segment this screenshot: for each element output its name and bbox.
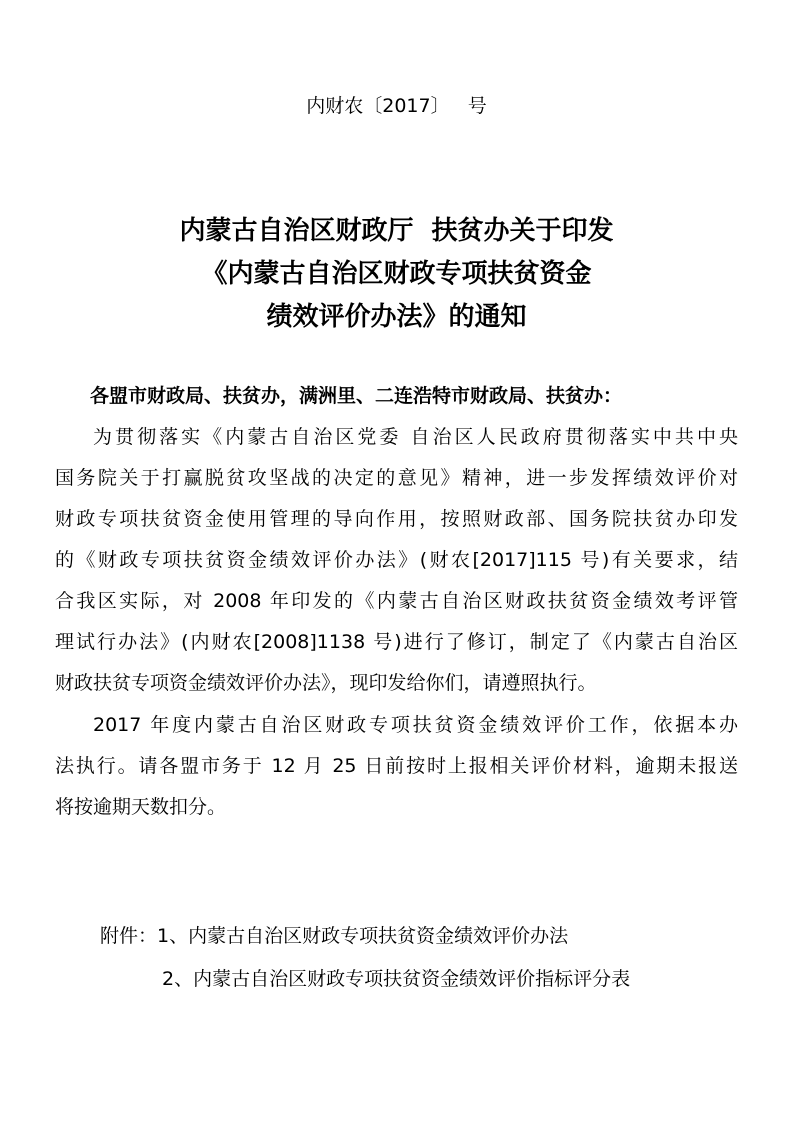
- document-number: 内财农〔2017〕 号: [306, 95, 487, 117]
- paragraph-line: 法执行。请各盟市务于 12 月 25 日前按时上报相关评价材料，逾期未报送: [55, 755, 738, 777]
- body-paragraph-1: [55, 417, 738, 704]
- paragraph-line: 为贯彻落实《内蒙古自治区党委 自治区人民政府贯彻落实中共中央: [93, 426, 738, 448]
- paragraph-line: 理试行办法》(内财农[2008]1138 号)进行了修订，制定了《内蒙古自治区: [55, 631, 738, 653]
- body-paragraph-2: [55, 705, 738, 828]
- salutation: 各盟市财政局、扶贫办，满洲里、二连浩特市财政局、扶贫办：: [90, 385, 623, 407]
- paragraph-line: 财政专项扶贫资金使用管理的导向作用，按照财政部、国务院扶贫办印发: [55, 508, 738, 530]
- paragraph-line: 合我区实际，对 2008 年印发的《内蒙古自治区财政扶贫资金绩效考评管: [55, 590, 738, 612]
- paragraph-line: 2017 年度内蒙古自治区财政专项扶贫资金绩效评价工作，依据本办: [93, 714, 738, 736]
- document-title: [0, 210, 793, 339]
- attachment-item-1: 附件：1、内蒙古自治区财政专项扶贫资金绩效评价办法: [100, 925, 569, 947]
- paragraph-line: 的《财政专项扶贫资金绩效评价办法》(财农[2017]115 号)有关要求，结: [55, 549, 738, 571]
- paragraph-line: 国务院关于打赢脱贫攻坚战的决定的意见》精神，进一步发挥绩效评价对: [55, 467, 738, 489]
- title-line: 绩效评价办法》的通知: [266, 302, 527, 332]
- paragraph-line: 将按逾期天数扣分。: [55, 796, 227, 818]
- paragraph-line: 财政扶贫专项资金绩效评价办法》，现印发给你们，请遵照执行。: [55, 672, 597, 694]
- title-line: 《内蒙古自治区财政专项扶贫资金: [201, 259, 592, 289]
- title-line: 内蒙古自治区财政厅 扶贫办关于印发: [179, 216, 614, 246]
- attachment-item-2: 2、内蒙古自治区财政专项扶贫资金绩效评价指标评分表: [162, 968, 631, 990]
